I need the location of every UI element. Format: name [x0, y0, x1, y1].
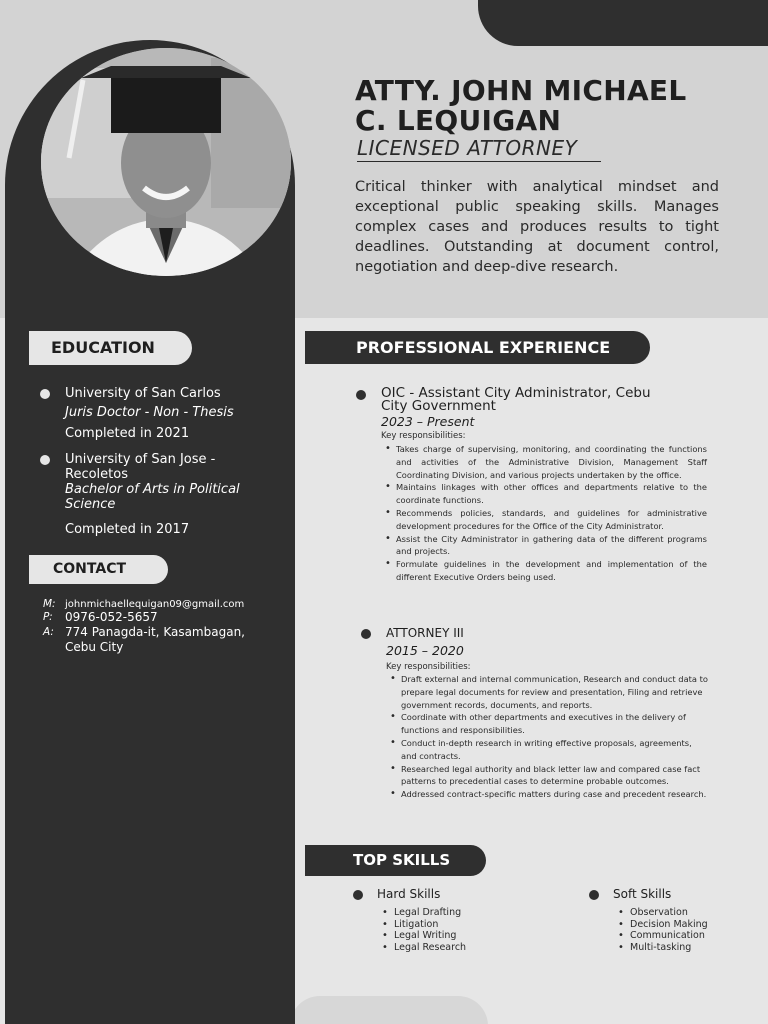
- skill-bullet: [589, 890, 599, 900]
- address-label: A:: [43, 626, 54, 638]
- skill-item: • Legal Research: [381, 942, 466, 954]
- skill-item: • Communication: [617, 930, 708, 942]
- job-1-dates: 2023 – Present: [381, 414, 475, 429]
- job-2-duties: [388, 673, 708, 801]
- full-name: [355, 76, 755, 136]
- duty-item: • Conduct in-depth research in writing effective proposals, agreements, and contracts.: [388, 737, 708, 763]
- job-1-duties: [383, 443, 707, 584]
- school-name: University of San Carlos: [65, 386, 221, 401]
- duty-item: • Takes charge of supervising, monitoring, and coordinating the functions and activities of the Administrative Division, Management Staff Coordinating Division, and various projects undertaken by the office.: [383, 443, 707, 481]
- profile-photo: [41, 48, 291, 276]
- soft-skills-list: [617, 907, 708, 953]
- hard-skills-list: [381, 907, 466, 953]
- email-link[interactable]: johnmichaellequigan09@gmail.com: [65, 599, 245, 610]
- job-2-title: ATTORNEY III: [386, 626, 464, 640]
- job-title: LICENSED ATTORNEY: [357, 136, 601, 162]
- duty-item: • Addressed contract-specific matters during case and precedent research.: [388, 788, 708, 801]
- soft-skills-label: Soft Skills: [613, 887, 672, 901]
- job-1-title: OIC - Assistant City Administrator, Cebu City Government: [381, 385, 651, 414]
- skill-item: • Multi-tasking: [617, 942, 708, 954]
- degree: Bachelor of Arts in Political Science: [65, 482, 240, 512]
- duty-item: • Assist the City Administrator in gathering data of the different programs and projects.: [383, 533, 707, 559]
- job-1-key-label: Key responsibilities:: [381, 431, 466, 441]
- duty-item: • Researched legal authority and black letter law and compared case fact patterns to precedential cases to determine probable outcomes.: [388, 763, 708, 789]
- hard-skills-label: Hard Skills: [377, 887, 441, 901]
- phone-label: P:: [43, 611, 53, 623]
- completion-year: Completed in 2017: [65, 522, 190, 537]
- skills-heading: TOP SKILLS: [305, 845, 486, 876]
- duty-item: • Recommends policies, standards, and guidelines for administrative development procedures for the Office of the City Administrator.: [383, 507, 707, 533]
- skill-item: • Litigation: [381, 919, 466, 931]
- phone-value: 0976-052-5657: [65, 610, 158, 624]
- skill-item: • Legal Drafting: [381, 907, 466, 919]
- contact-heading: CONTACT: [29, 555, 168, 584]
- degree: Juris Doctor - Non - Thesis: [65, 405, 234, 420]
- decorative-tab-bottom: [290, 996, 488, 1024]
- name-line-1: ATTY. JOHN MICHAEL: [355, 74, 687, 107]
- email-label: M:: [43, 598, 56, 610]
- education-heading: EDUCATION: [29, 331, 192, 365]
- education-bullet: [40, 455, 50, 465]
- job-bullet: [361, 629, 371, 639]
- experience-heading: PROFESSIONAL EXPERIENCE: [305, 331, 650, 364]
- job-bullet: [356, 390, 366, 400]
- education-item: [65, 386, 275, 441]
- completion-year: Completed in 2021: [65, 426, 190, 441]
- duty-item: • Formulate guidelines in the development and implementation of the different Executive Orders being used.: [383, 558, 707, 584]
- job-2-dates: 2015 – 2020: [386, 643, 464, 658]
- name-line-2: C. LEQUIGAN: [355, 104, 562, 137]
- decorative-tab: [478, 0, 768, 46]
- duty-item: • Coordinate with other departments and executives in the delivery of functions and responsibilities.: [388, 711, 708, 737]
- education-bullet: [40, 389, 50, 399]
- school-name: University of San Jose - Recoletos: [65, 452, 216, 482]
- education-item: [65, 452, 275, 537]
- address-value: 774 Panagda-it, Kasambagan, Cebu City: [65, 625, 245, 654]
- duty-item: • Draft external and internal communication, Research and conduct data to prepare legal documents for review and presentation, Filing and retrieve government records, documents, and reports.: [388, 673, 708, 711]
- duty-item: • Maintains linkages with other offices and departments relative to the coordinate functions.: [383, 481, 707, 507]
- profile-summary: Critical thinker with analytical mindset and exceptional public speaking skills. Manages complex cases and produces results to tight deadlines. Outstanding at document control, negotiation and deep-dive research.: [355, 179, 719, 275]
- job-2-key-label: Key responsibilities:: [386, 662, 471, 672]
- skill-item: • Legal Writing: [381, 930, 466, 942]
- skill-item: • Decision Making: [617, 919, 708, 931]
- skill-item: • Observation: [617, 907, 708, 919]
- skill-bullet: [353, 890, 363, 900]
